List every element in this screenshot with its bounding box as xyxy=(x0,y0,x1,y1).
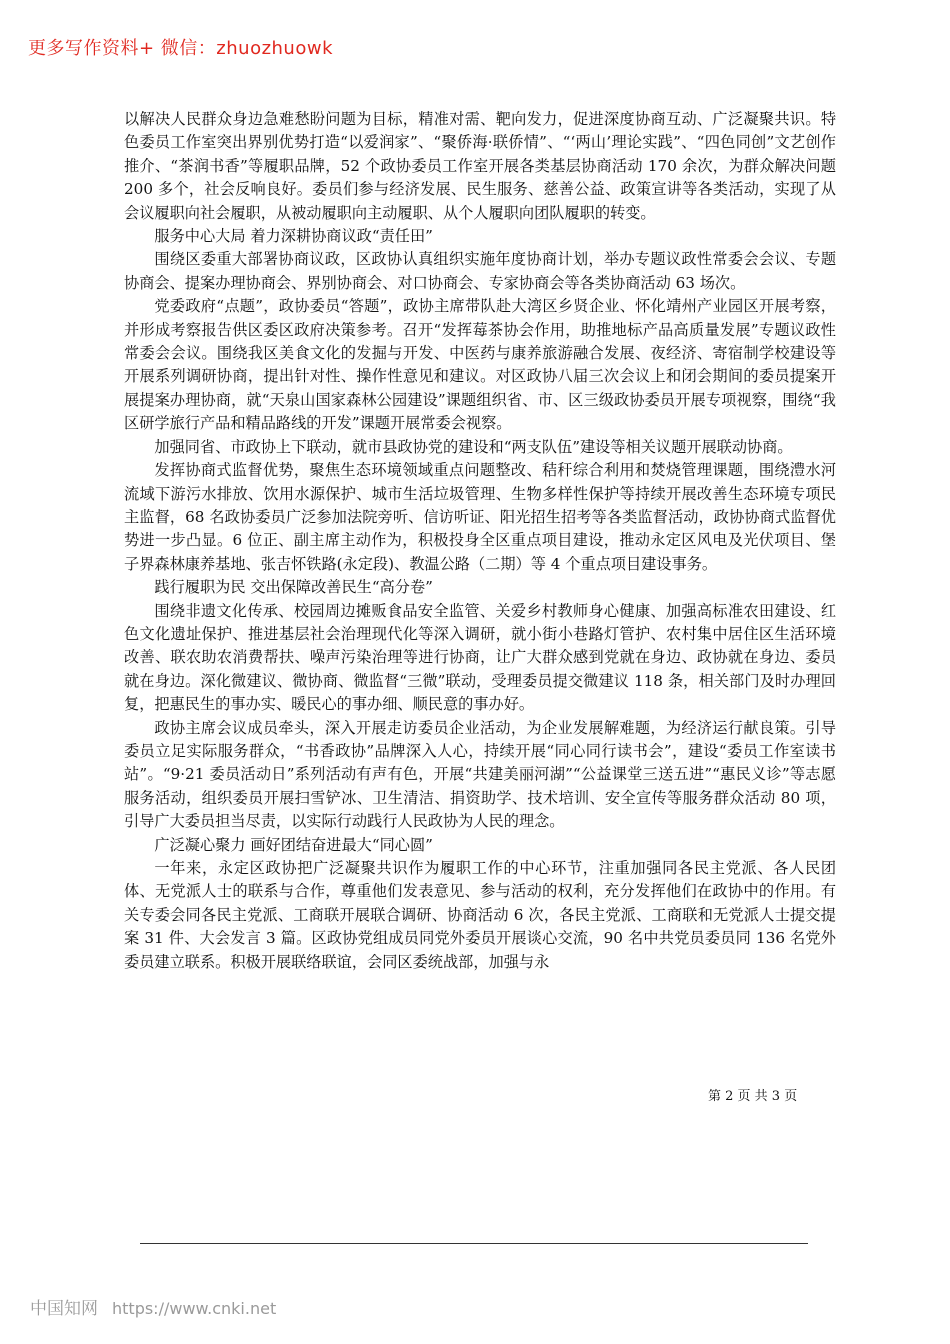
paragraph-4: 加强同省、市政协上下联动，就市县政协党的建设和“两支队伍”建设等相关议题开展联动协商。 xyxy=(154,437,793,456)
paragraph-5: 发挥协商式监督优势，聚焦生态环境领域重点问题整改、秸秆综合利用和焚烧管理课题，围绕澧水河流域下游污水排放、饮用水源保护、城市生活垃圾管理、生物多样性保护等持续开展改善生态环境专项民主监督，68 名政协委员广泛参加法院旁听、信访听证、阳光招生招考等各类监督活动，政协协商式监督优势进一步凸显。6 位正、副主席主动作为，积极投身全区重点项目建设，推动永定区风电及光伏项目、堡子界森林康养基地、张吉怀铁路(永定段)、教温公路（二期）等 4 个重点项目建设事务。 xyxy=(124,461,836,573)
page-number: 第 2 页 共 3 页 xyxy=(708,1089,798,1104)
footer-divider xyxy=(140,1243,808,1244)
cnki-watermark xyxy=(30,1294,276,1319)
promo-banner: 更多写作资料+ 微信：zhuozhuowk xyxy=(28,38,334,59)
paragraph-1: 以解决人民群众身边急难愁盼问题为目标，精准对需、靶向发力，促进深度协商互动、广泛凝聚共识。特色委员工作室突出界别优势打造“以爱润家”、“聚侨海·联侨情”、“‘两山’理论实践”、“四色同创”文艺创作推介、“茶润书香”等履职品牌，52 个政协委员工作室开展各类基层协商活动 170 余次，为群众解决问题 200 多个，社会反响良好。委员们参与经济发展、民生服务、慈善公益、政策宣讲等各类活动，实现了从会议履职向社会履职，从被动履职向主动履职、从个人履职向团队履职的转变。 xyxy=(124,110,836,222)
watermark-url: https://www.cnki.net xyxy=(112,1299,277,1318)
watermark-site-name: 中国知网 xyxy=(30,1299,98,1319)
paragraph-8: 一年来，永定区政协把广泛凝聚共识作为履职工作的中心环节，注重加强同各民主党派、各人民团体、无党派人士的联系与合作，尊重他们发表意见、参与活动的权利，充分发挥他们在政协中的作用。有关专委会同各民主党派、工商联开展联合调研、协商活动 6 次，各民主党派、工商联和无党派人士提交提案 31 件、大会发言 3 篇。区政协党组成员同党外委员开展谈心交流，90 名中共党员委员同 136 名党外委员建立联系。积极开展联络联谊，会同区委统战部，加强与永 xyxy=(124,859,836,971)
section-heading-service: 服务中心大局 着力深耕协商议政“责任田” xyxy=(154,227,433,246)
paragraph-6: 围绕非遗文化传承、校园周边摊贩食品安全监管、关爱乡村教师身心健康、加强高标准农田建设、红色文化遗址保护、推进基层社会治理现代化等深入调研，就小街小巷路灯管护、农村集中居住区生活环境改善、联农助农消费帮扶、噪声污染治理等进行协商，让广大群众感到党就在身边、政协就在身边、委员就在身边。深化微建议、微协商、微监督“三微”联动，受理委员提交微建议 118 条，相关部门及时办理回复，把惠民生的事办实、暖民心的事办细、顺民意的事办好。 xyxy=(124,601,836,714)
section-heading-livelihood: 践行履职为民 交出保障改善民生“高分卷” xyxy=(154,578,433,597)
document-body xyxy=(124,108,836,974)
section-heading-unity: 广泛凝心聚力 画好团结奋进最大“同心圆” xyxy=(154,835,433,854)
paragraph-3: 党委政府“点题”，政协委员“答题”，政协主席带队赴大湾区乡贤企业、怀化靖州产业园区开展考察，并形成考察报告供区委区政府决策参考。召开“发挥莓茶协会作用，助推地标产品高质量发展”专题议政性常委会会议。围绕我区美食文化的发掘与开发、中医药与康养旅游融合发展、夜经济、寄宿制学校建设等开展系列调研协商，提出针对性、操作性意见和建议。对区政协八届三次会议上和闭会期间的委员提案开展提案办理协商，就“天泉山国家森林公园建设”课题组织省、市、区三级政协委员开展专项视察，围绕“我区研学旅行产品和精品路线的开发”课题开展常委会视察。 xyxy=(124,297,836,433)
paragraph-7: 政协主席会议成员牵头，深入开展走访委员企业活动，为企业发展解难题，为经济运行献良策。引导委员立足实际服务群众，“书香政协”品牌深入人心，持续开展“同心同行读书会”，建设“委员工作室读书站”。“9·21 委员活动日”系列活动有声有色，开展“共建美丽河湖”“公益课堂三送五进”“惠民义诊”等志愿服务活动，组织委员开展扫雪铲冰、卫生清洁、捐资助学、技术培训、安全宣传等服务群众活动 80 项，引导广大委员担当尽责，以实际行动践行人民政协为人民的理念。 xyxy=(124,718,836,831)
paragraph-2: 围绕区委重大部署协商议政，区政协认真组织实施年度协商计划，举办专题议政性常委会会议、专题协商会、提案办理协商会、界别协商会、对口协商会、专家协商会等各类协商活动 63 场次。 xyxy=(124,250,836,292)
